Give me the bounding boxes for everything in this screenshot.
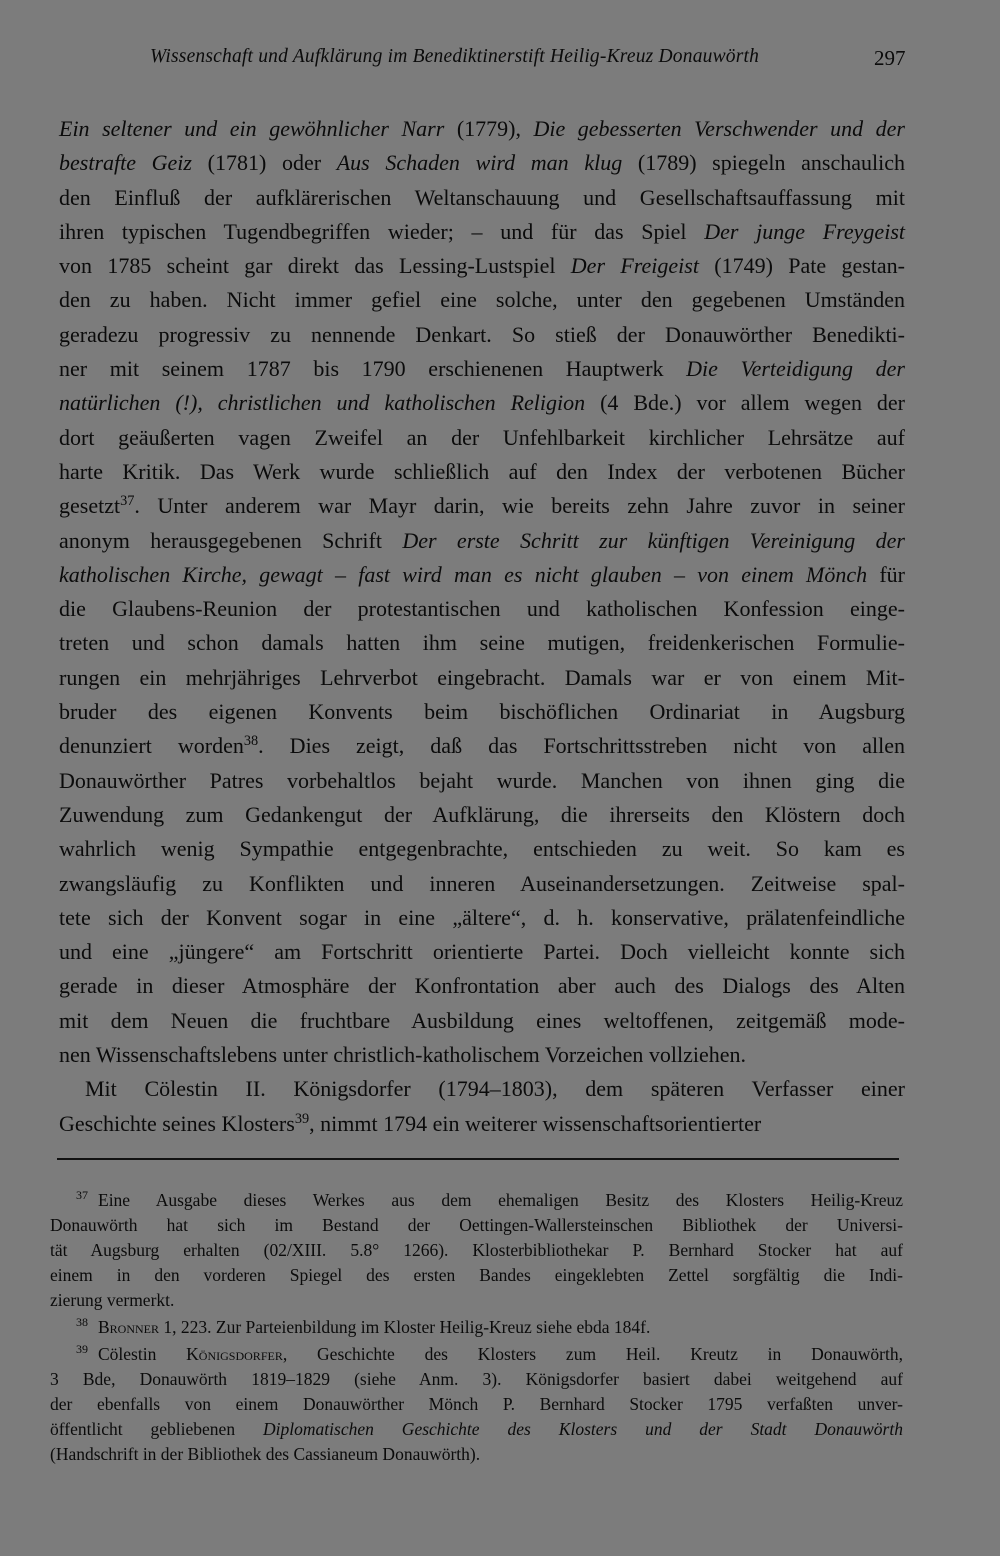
text-run: Donauwörth hat sich im Bestand der Oettingen-Wallersteinschen Bibliothek der Universi- xyxy=(50,1215,903,1235)
text-line xyxy=(59,558,905,592)
text-run: wahrlich wenig Sympathie entgegenbrachte, entschieden zu weit. So kam es xyxy=(59,836,905,862)
italic-text: Ein seltener und ein gewöhnlicher Narr xyxy=(59,116,445,141)
text-run: nen Wissenschaftslebens unter christlich-katholischem Vorzeichen vollziehen. xyxy=(59,1042,747,1068)
page-number: 297 xyxy=(874,46,906,70)
text-run: den zu haben. Nicht immer gefiel eine solche, unter den gegebenen Umständen xyxy=(59,287,905,313)
text-line xyxy=(59,352,905,386)
footnotes xyxy=(50,1186,903,1467)
text-run: und eine „jüngere“ am Fortschritt orientierte Partei. Doch vielleicht konnte sich xyxy=(59,939,905,965)
text-run: der ebenfalls von einem Donauwörther Mönch P. Bernhard Stocker 1795 verfaßten unver- xyxy=(50,1394,903,1414)
footnote-line xyxy=(50,1392,903,1417)
text-run: Mit Cölestin II. Königsdorfer (1794–1803), dem späteren Verfasser einer xyxy=(85,1076,905,1102)
text-run: die Glaubens-Reunion der protestantischen und katholischen Konfession einge- xyxy=(59,596,905,622)
footnote-ref: 38 xyxy=(243,733,259,750)
text-line xyxy=(59,181,905,215)
text-line xyxy=(59,215,905,249)
text-run: gesetzt xyxy=(59,493,121,519)
text-run: den Einfluß der aufklärerischen Weltanschauung und Gesellschaftsauffassung mit xyxy=(59,184,905,210)
footnote-start-line: 37 Eine Ausgabe dieses Werkes aus dem ehemaligen Besitz des Klosters Heilig-Kreuz xyxy=(76,1187,903,1210)
text-run: mit dem Neuen die fruchtbare Ausbildung eines weltoffenen, zeitgemäß mode- xyxy=(59,1007,905,1033)
footnote-line xyxy=(50,1263,903,1288)
text-run: dort geäußerten vagen Zweifel an der Unfehlbarkeit kirchlicher Lehrsätze auf xyxy=(59,424,905,450)
text-run: für xyxy=(867,561,905,587)
text-line xyxy=(59,729,905,763)
text-line xyxy=(59,146,905,180)
text-line xyxy=(59,901,905,935)
text-run: geradezu progressiv zu nennende Denkart. So stieß der Donauwörther Benedikti- xyxy=(59,321,905,347)
text-run: zwangsläufig zu Konflikten und inneren Auseinandersetzungen. Zeitweise spal- xyxy=(59,870,905,896)
italic-text: Der erste Schritt zur künftigen Vereinigung der xyxy=(402,527,905,553)
text-run: tete sich der Konvent sogar in eine „ältere“, d. h. konservative, prälatenfeindliche xyxy=(59,904,905,930)
text-line xyxy=(59,524,905,558)
footnote-line xyxy=(50,1238,903,1263)
footnote-divider xyxy=(57,1158,899,1160)
text-run: harte Kritik. Das Werk wurde schließlich auf den Index der verbotenen Bücher xyxy=(59,458,905,484)
text-line xyxy=(59,661,905,695)
text-run: Königsdorfer xyxy=(186,1344,283,1364)
italic-text: natürlichen (!), christlichen und katholischen Religion xyxy=(59,390,586,416)
text-line xyxy=(59,421,905,455)
footnote-line xyxy=(50,1213,903,1238)
italic-text: bestrafte Geiz xyxy=(59,150,192,176)
text-run: (1789) spiegeln anschaulich xyxy=(622,150,906,176)
text-run: , nimmt 1794 ein weiterer wissenschaftsorientierter xyxy=(309,1110,762,1136)
body-text xyxy=(59,112,905,1141)
text-line xyxy=(59,764,905,798)
text-run: einem in den vorderen Spiegel des ersten Bandes eingeklebten Zettel sorgfältig die Indi- xyxy=(50,1265,903,1285)
text-run: treten und schon damals hatten ihm seine mutigen, freidenkerischen Formulie- xyxy=(59,630,905,656)
text-run: 3 Bde, Donauwörth 1819–1829 (siehe Anm. 3). Königsdorfer basiert dabei weitgehend auf xyxy=(50,1369,903,1389)
text-run: , Geschichte des Klosters zum Heil. Kreutz in Donauwörth, xyxy=(282,1344,903,1364)
italic-text: Der Freigeist xyxy=(570,253,699,279)
text-run: Eine Ausgabe dieses Werkes aus dem ehemaligen Besitz des Klosters Heilig-Kreuz xyxy=(98,1190,903,1210)
text-run: (1779), xyxy=(444,116,534,141)
text-line xyxy=(59,112,905,146)
footnote-line xyxy=(50,1288,903,1313)
text-line xyxy=(59,455,905,489)
footnote-start-line: 39 Cölestin Königsdorfer, Geschichte des Klosters zum Heil. Kreutz in Donauwörth, xyxy=(76,1341,903,1364)
text-line xyxy=(59,867,905,901)
text-run: anonym herausgegebenen Schrift xyxy=(59,527,403,553)
text-run: (Handschrift in der Bibliothek des Cassianeum Donauwörth). xyxy=(50,1444,481,1464)
text-run: bruder des eigenen Konvents beim bischöflichen Ordinariat in Augsburg xyxy=(59,699,905,725)
text-line xyxy=(59,386,905,420)
footnote-ref: 39 xyxy=(294,1110,310,1127)
text-line xyxy=(59,592,905,626)
text-run: 1, 223. Zur Parteienbildung im Kloster Heilig-Kreuz siehe ebda 184f. xyxy=(159,1317,651,1337)
text-run: ner mit seinem 1787 bis 1790 erschienenen Hauptwerk xyxy=(59,356,687,382)
footnote-line xyxy=(50,1442,903,1467)
text-line xyxy=(59,798,905,832)
text-run: Donauwörther Patres vorbehaltlos bejaht wurde. Manchen von ihnen ging die xyxy=(59,767,905,793)
footnote-ref: 37 xyxy=(120,493,135,510)
italic-text: katholischen Kirche, gewagt – fast wird man es nicht glauben – von einem Mönch xyxy=(59,561,868,587)
footnote-line xyxy=(50,1367,903,1392)
text-line xyxy=(59,969,905,1003)
text-line xyxy=(59,695,905,729)
text-line xyxy=(59,249,905,283)
text-run: Bronner xyxy=(98,1317,160,1337)
text-run: öffentlicht gebliebenen xyxy=(50,1419,264,1439)
text-run: Zuwendung zum Gedankengut der Aufklärung, die ihrerseits den Klöstern doch xyxy=(59,801,905,827)
italic-text: Die gebesserten Verschwender und der xyxy=(533,116,905,141)
text-line xyxy=(59,1038,905,1072)
text-run: tät Augsburg erhalten (02/XIII. 5.8° 1266). Klosterbibliothekar P. Bernhard Stocker hat auf xyxy=(50,1240,903,1260)
text-line xyxy=(59,318,905,352)
text-line xyxy=(59,935,905,969)
text-line xyxy=(59,489,905,523)
text-run: . Dies zeigt, daß das Fortschrittsstreben nicht von allen xyxy=(258,733,906,759)
text-run: denunziert worden xyxy=(59,733,244,759)
running-head xyxy=(0,46,1000,76)
text-run: . Unter anderem war Mayr darin, wie bereits zehn Jahre zuvor in seiner xyxy=(134,493,905,519)
text-run: rungen ein mehrjähriges Lehrverbot eingebracht. Damals war er von einem Mit- xyxy=(59,664,905,690)
text-run: ihren typischen Tugendbegriffen wieder; – und für das Spiel xyxy=(59,218,705,244)
text-line xyxy=(59,626,905,660)
italic-text: Der junge Freygeist xyxy=(704,218,905,244)
italic-text: Diplomatischen Geschichte des Klosters und der Stadt Donauwörth xyxy=(263,1419,903,1439)
text-run: (4 Bde.) vor allem wegen der xyxy=(585,390,905,416)
text-line xyxy=(59,1107,905,1141)
text-line xyxy=(59,1072,905,1106)
text-run: von 1785 scheint gar direkt das Lessing-Lustspiel xyxy=(59,253,571,279)
text-run: zierung vermerkt. xyxy=(50,1290,175,1310)
text-run: gerade in dieser Atmosphäre der Konfrontation aber auch des Dialogs des Alten xyxy=(59,973,905,999)
italic-text: Die Verteidigung der xyxy=(686,356,905,382)
footnote-start-line: 38 Bronner 1, 223. Zur Parteienbildung im Kloster Heilig-Kreuz siehe ebda 184f. xyxy=(76,1314,651,1337)
italic-text: Aus Schaden wird man klug xyxy=(336,150,623,176)
text-run: Cölestin xyxy=(98,1344,187,1364)
text-run: (1749) Pate gestan- xyxy=(698,253,906,279)
text-run: Geschichte seines Klosters xyxy=(59,1110,295,1136)
text-line xyxy=(59,1004,905,1038)
text-run: (1781) oder xyxy=(191,150,337,176)
footnote-line xyxy=(50,1417,903,1442)
text-line xyxy=(59,283,905,317)
running-title: Wissenschaft und Aufklärung im Benediktinerstift Heilig-Kreuz Donauwörth xyxy=(150,46,760,67)
text-line xyxy=(59,832,905,866)
